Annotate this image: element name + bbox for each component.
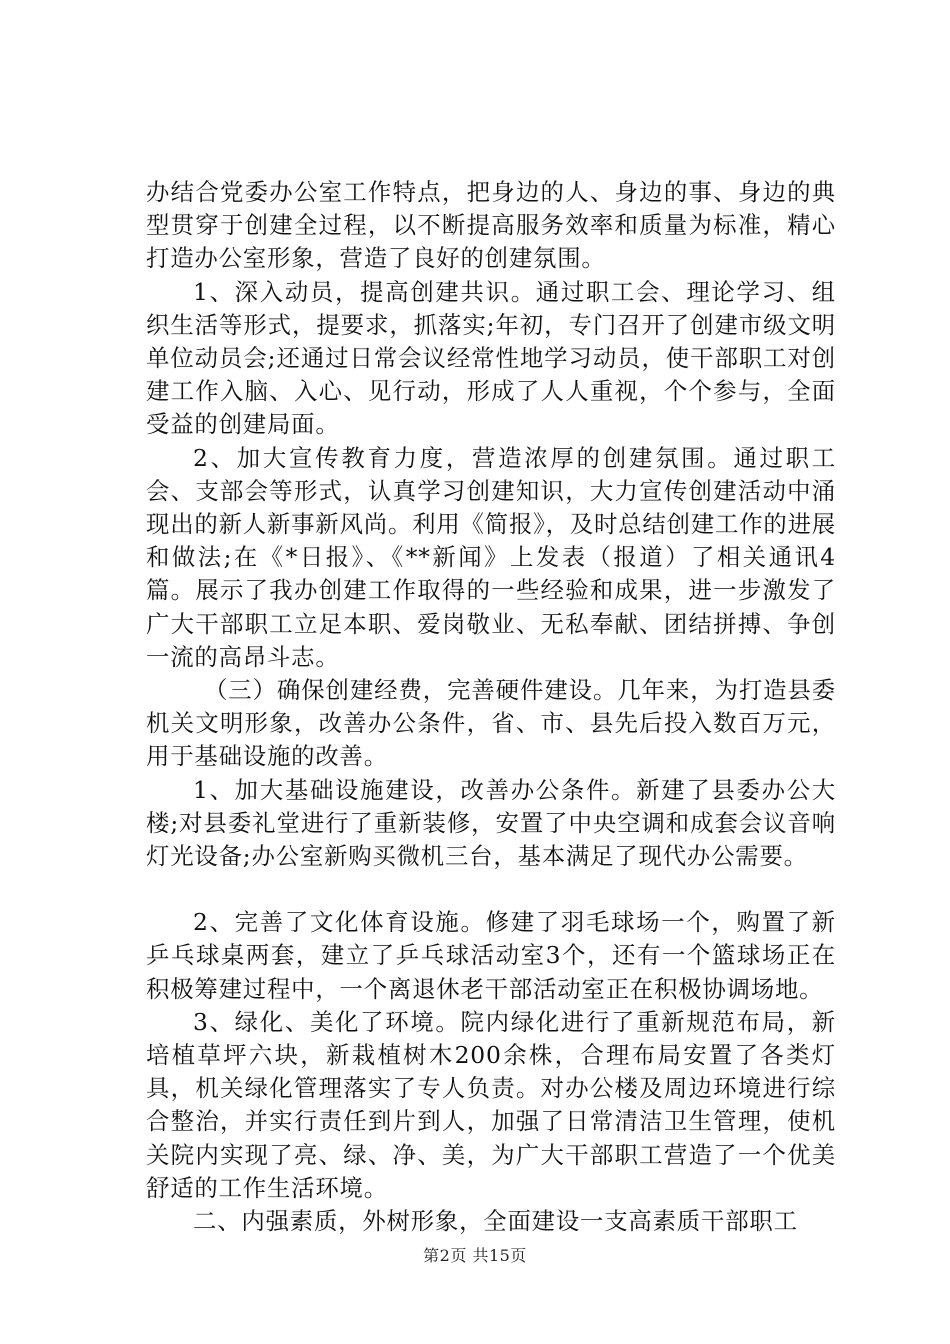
document-body [146,176,836,1238]
paragraph-sports-facilities: 2、完善了文化体育设施。修建了羽毛球场一个，购置了新乒乓球桌两套，建立了乒乓球活动室3个，还有一个篮球场正在积极筹建过程中，一个离退休老干部活动室正在积极协调场地。 [146,908,836,1003]
page-number-footer: 第2页 共15页 [423,1246,527,1265]
paragraph-infrastructure: 1、加大基础设施建设，改善办公条件。新建了县委办公大楼;对县委礼堂进行了重新装修，安置了中央空调和成套会议音响灯光设备;办公室新购买微机三台，基本满足了现代办公需要。 [146,775,836,871]
paragraph-publicity: 2、加大宣传教育力度，营造浓厚的创建氛围。通过职工会、支部会等形式，认真学习创建知识，大力宣传创建活动中涌现出的新人新事新风尚。利用《简报》，及时总结创建工作的进展和做法;在《*日报》、《**新闻》上发表（报道）了相关通讯4篇。展示了我办创建工作取得的一些经验和成果，进一步激发了广大干部职工立足本职、爱岗敬业、无私奉献、团结拼搏、争创一流的高昂斗志。 [146,443,836,671]
paragraph-greening: 3、绿化、美化了环境。院内绿化进行了重新规范布局，新培植草坪六块，新栽植树木200余株，合理布局安置了各类灯具，机关绿化管理落实了专人负责。对办公楼及周边环境进行综合整治，并实行责任到片到人，加强了日常清洁卫生管理，使机关院内实现了亮、绿、净、美，为广大干部职工营造了一个优美舒适的工作生活环境。 [146,1007,836,1202]
paragraph-section-three-heading: （三）确保创建经费，完善硬件建设。几年来，为打造县委机关文明形象，改善办公条件，省、市、县先后投入数百万元，用于基础设施的改善。 [146,676,836,771]
paragraph-section-two-heading: 二、内强素质，外树形象，全面建设一支高素质干部职工 [193,1207,798,1236]
paragraph-mobilization: 1、深入动员，提高创建共识。通过职工会、理论学习、组织生活等形式，提要求，抓落实;年初，专门召开了创建市级文明单位动员会;还通过日常会议经常性地学习动员，使干部职工对创建工作入脑、入心、见行动，形成了人人重视，个个参与，全面受益的创建局面。 [146,277,836,439]
paragraph-intro-continued: 办结合党委办公室工作特点，把身边的人、身边的事、身边的典型贯穿于创建全过程，以不断提高服务效率和质量为标准，精心打造办公室形象，营造了良好的创建氛围。 [146,178,836,273]
